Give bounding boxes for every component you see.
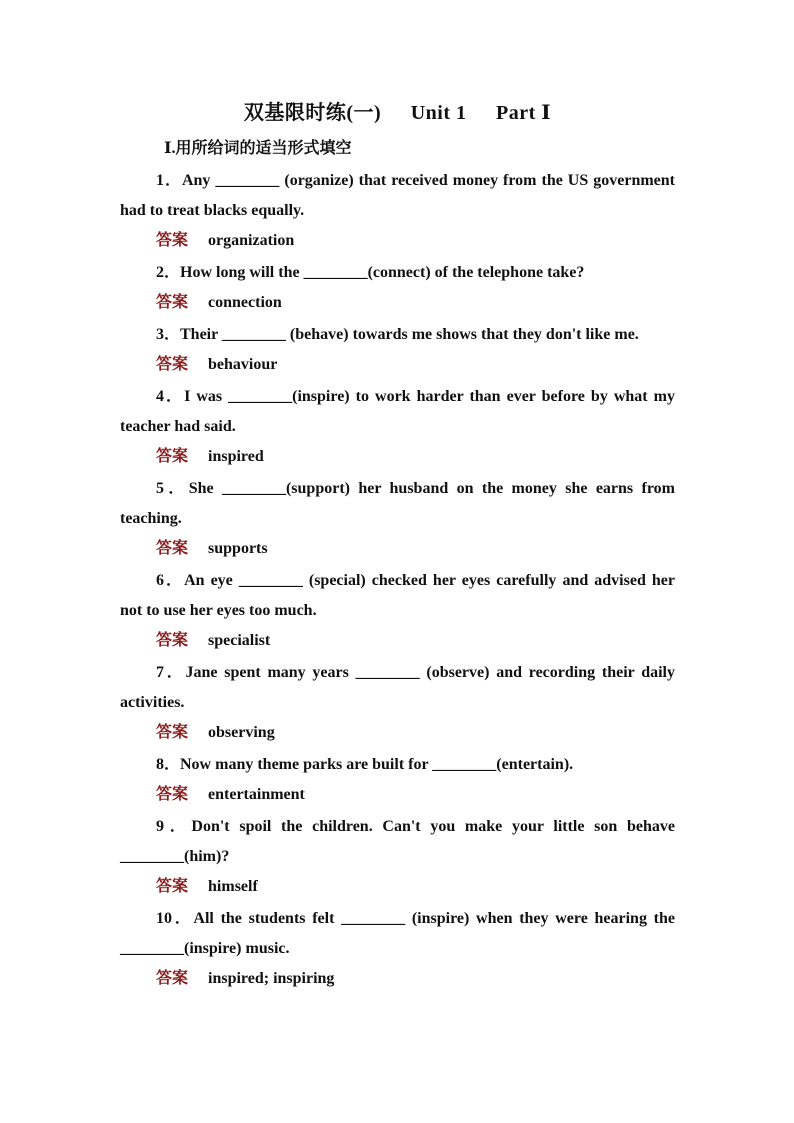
answer-line bbox=[120, 350, 675, 380]
question-text: 8．Now many theme parks are built for ________(entertain). bbox=[156, 756, 574, 773]
answer-text: himself bbox=[208, 878, 258, 895]
answer-line bbox=[120, 226, 675, 256]
answer-text: observing bbox=[208, 724, 275, 741]
worksheet-page bbox=[120, 96, 675, 996]
answer-tag: 答案 bbox=[156, 970, 189, 987]
answer-line bbox=[120, 626, 675, 656]
question-item bbox=[120, 750, 675, 810]
answer-text: specialist bbox=[208, 632, 271, 649]
answer-tag: 答案 bbox=[156, 294, 189, 311]
answer-text: entertainment bbox=[208, 786, 305, 803]
question-text: 7．Jane spent many years ________ (observe) and recording their daily activities. bbox=[120, 664, 675, 711]
question-text: 2．How long will the ________(connect) of the telephone take? bbox=[156, 264, 585, 281]
answer-text: organization bbox=[208, 232, 295, 249]
answer-line bbox=[120, 718, 675, 748]
answer-tag: 答案 bbox=[156, 448, 189, 465]
answer-line bbox=[120, 872, 675, 902]
question-text: 4．I was ________(inspire) to work harder than ever before by what my teacher had said. bbox=[120, 388, 675, 435]
answer-tag: 答案 bbox=[156, 540, 189, 557]
question-item bbox=[120, 904, 675, 994]
question-item bbox=[120, 166, 675, 256]
answer-line bbox=[120, 442, 675, 472]
question-item bbox=[120, 382, 675, 472]
answer-text: inspired bbox=[208, 448, 264, 465]
answer-text: supports bbox=[208, 540, 268, 557]
answer-text: connection bbox=[208, 294, 282, 311]
answer-tag: 答案 bbox=[156, 356, 189, 373]
answer-line bbox=[120, 288, 675, 318]
answer-tag: 答案 bbox=[156, 724, 189, 741]
title-chinese: 双基限时练(一) bbox=[243, 102, 382, 124]
question-text: 6．An eye ________ (special) checked her eyes carefully and advised her not to use her eyes too much. bbox=[120, 572, 675, 619]
answer-tag: 答案 bbox=[156, 232, 189, 249]
question-text: 5．She ________(support) her husband on the money she earns from teaching. bbox=[120, 480, 675, 527]
answer-line bbox=[120, 780, 675, 810]
answer-tag: 答案 bbox=[156, 632, 189, 649]
title-part: Part Ⅰ bbox=[496, 102, 552, 124]
answer-text: inspired; inspiring bbox=[208, 970, 335, 987]
page-title bbox=[120, 96, 675, 125]
answer-tag: 答案 bbox=[156, 878, 189, 895]
question-item bbox=[120, 474, 675, 564]
question-item bbox=[120, 658, 675, 748]
answer-tag: 答案 bbox=[156, 786, 189, 803]
title-unit: Unit 1 bbox=[410, 102, 467, 124]
section-heading: Ⅰ.用所给词的适当形式填空 bbox=[164, 140, 352, 157]
answer-line bbox=[120, 964, 675, 994]
question-item bbox=[120, 258, 675, 318]
question-text: 9．Don't spoil the children. Can't you make your little son behave ________(him)? bbox=[120, 818, 675, 865]
question-text: 3．Their ________ (behave) towards me shows that they don't like me. bbox=[156, 326, 639, 343]
answer-line bbox=[120, 534, 675, 564]
question-item bbox=[120, 566, 675, 656]
question-text: 1．Any ________ (organize) that received money from the US government had to treat blacks equally. bbox=[120, 172, 675, 219]
answer-text: behaviour bbox=[208, 356, 278, 373]
question-item bbox=[120, 320, 675, 380]
question-item bbox=[120, 812, 675, 902]
question-text: 10．All the students felt ________ (inspire) when they were hearing the ________(inspire) music. bbox=[120, 910, 675, 957]
